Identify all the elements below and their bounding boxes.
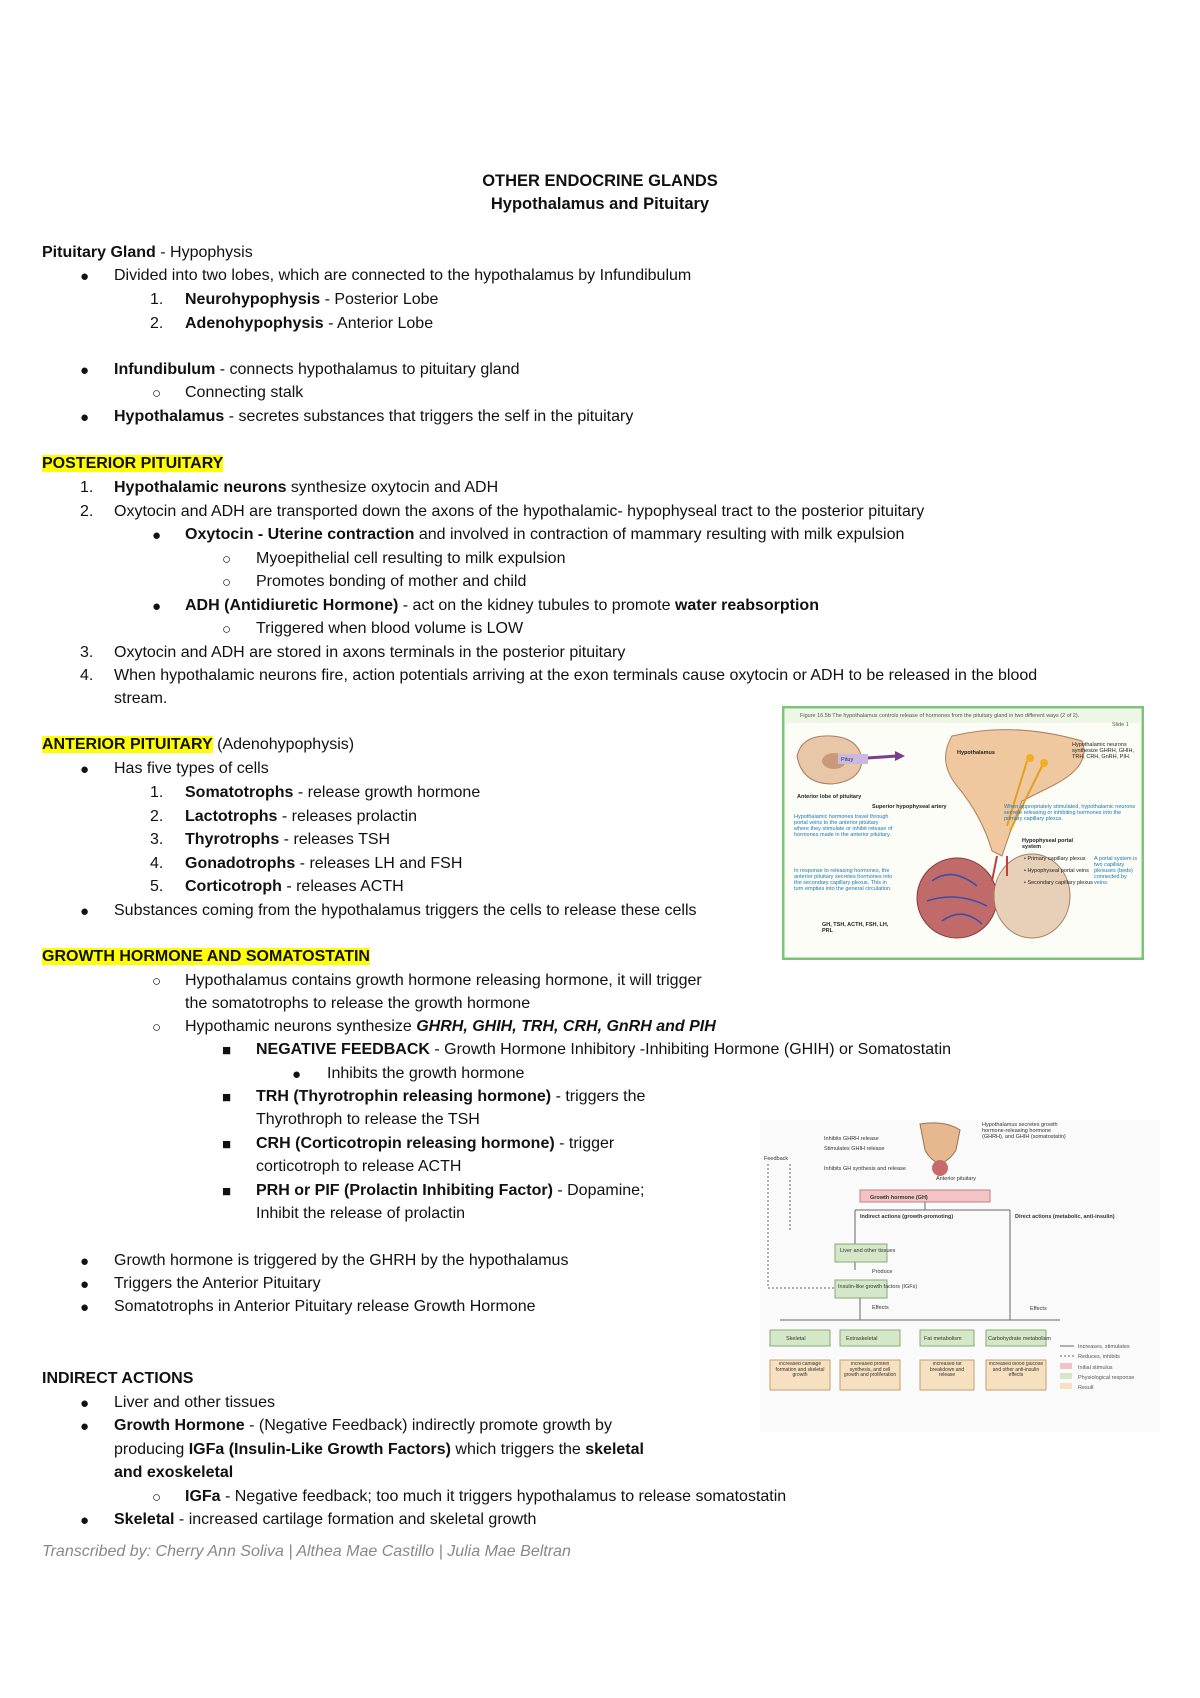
figure2-inhibits-ghrh: Inhibits GHRH release [824, 1136, 879, 1142]
figure2-result-2: Increased protein synthesis, and cell growth and proliferation [843, 1362, 897, 1378]
bullet-icon: ● [80, 409, 90, 426]
posterior-item-2: Oxytocin and ADH are transported down the axons of the hypothalamic- hypophyseal tract to the posterior pituitary [114, 503, 925, 520]
anterior-bullet-1: Has five types of cells [114, 760, 269, 777]
bullet-icon: ● [80, 761, 90, 778]
list-number: 4. [150, 855, 164, 872]
indirect-bullet-3: Skeletal - increased cartilage formation and skeletal growth [114, 1511, 537, 1528]
figure2-legend-4: Physiological response [1078, 1375, 1135, 1381]
figure1-artery-label: Superior hypophyseal artery [872, 804, 947, 810]
figure2-effects: Effects [872, 1305, 889, 1311]
adh-sub-1: Triggered when blood volume is LOW [256, 620, 524, 637]
figure2-anterior: Anterior pituitary [936, 1176, 977, 1182]
growth-bullet-2: Triggers the Anterior Pituitary [114, 1275, 321, 1292]
crh-item: CRH (Corticotropin releasing hormone) - trigger [256, 1135, 615, 1152]
figure1-anterior-lobe-label: Anterior lobe of pituitary [797, 794, 862, 800]
anterior-heading: ANTERIOR PITUITARY (Adenohypophysis) [42, 736, 355, 753]
indirect-heading: INDIRECT ACTIONS [42, 1370, 194, 1387]
figure2-result-4: Increased blood glucose and other anti-insulin effects [988, 1362, 1044, 1378]
indirect-bullet-1: Liver and other tissues [114, 1394, 275, 1411]
list-number: 2. [80, 503, 94, 520]
bullet-icon: ● [80, 1276, 90, 1293]
indirect-bullet-2-line3: and exoskeletal [114, 1464, 234, 1481]
figure2-skeletal: Skeletal [786, 1336, 806, 1342]
growth-sub-1: Hypothalamus contains growth hormone releasing hormone, it will trigger [185, 972, 702, 989]
posterior-item-4-cont: stream. [114, 690, 168, 707]
list-number: 5. [150, 878, 164, 895]
figure2-stimulates-ghih: Stimulates GHIH release [824, 1146, 885, 1152]
posterior-item-4: When hypothalamic neurons fire, action potentials arriving at the exon terminals cause oxytocin or ADH to be released in the blood [114, 667, 1038, 684]
posterior-item-1: Hypothalamic neurons synthesize oxytocin and ADH [114, 479, 499, 496]
crh-item-cont: corticotroph to release ACTH [256, 1158, 462, 1175]
pituitary-heading: Pituitary Gland - Hypophysis [42, 244, 253, 261]
portal-system-figure [782, 706, 1144, 960]
bullet-icon: ● [80, 1299, 90, 1316]
trh-item: TRH (Thyrotrophin releasing hormone) - triggers the [256, 1088, 646, 1105]
bullet-icon: ● [152, 598, 162, 615]
indirect-bullet-2-line2: producing IGFa (Insulin-Like Growth Factors) which triggers the skeletal [114, 1441, 644, 1458]
figure1-portal-note: A portal system is two capillary plexuses (beds) connected by veins. [1094, 856, 1138, 886]
cell-type-2: Lactotrophs - releases prolactin [185, 808, 418, 825]
bullet-icon: ● [80, 268, 90, 285]
hollow-bullet-icon: ○ [222, 621, 232, 638]
bullet-icon: ● [80, 1418, 90, 1435]
bullet-icon: ● [292, 1066, 302, 1083]
cell-type-4: Gonadotrophs - releases LH and FSH [185, 855, 463, 872]
figure2-carb: Carbohydrate metabolism [988, 1336, 1051, 1342]
figure2-feedback: Feedback [764, 1156, 789, 1162]
svg-text:Pituy: Pituy [841, 757, 854, 763]
figure2-legend-3: Initial stimulus [1078, 1365, 1113, 1371]
document-subtitle: Hypothalamus and Pituitary [490, 195, 710, 213]
bullet-icon: ● [80, 903, 90, 920]
prh-item-cont: Inhibit the release of prolactin [256, 1205, 466, 1222]
posterior-item-3: Oxytocin and ADH are stored in axons terminals in the posterior pituitary [114, 644, 626, 661]
figure1-hypothalamus-label: Hypothalamus [957, 750, 995, 756]
anterior-bullet-2: Substances coming from the hypothalamus triggers the cells to release these cells [114, 902, 697, 919]
pituitary-item-1: Neurohypophysis - Posterior Lobe [185, 291, 439, 308]
figure2-legend-5: Result [1078, 1385, 1094, 1391]
square-bullet-icon: ■ [222, 1183, 232, 1200]
square-bullet-icon: ■ [222, 1042, 232, 1059]
figure2-result-3: Increased fat breakdown and release [929, 1362, 965, 1378]
hollow-bullet-icon: ○ [222, 574, 232, 591]
list-number: 3. [150, 831, 164, 848]
figure2-igf: Insulin-like growth factors (IGFs) [838, 1284, 918, 1290]
cell-type-5: Corticotroph - releases ACTH [185, 878, 404, 895]
figure2-produce: Produce [872, 1269, 893, 1275]
figure2-indirect: Indirect actions (growth-promoting) [860, 1214, 954, 1220]
figure2-gh: Growth hormone (GH) [870, 1195, 928, 1201]
figure1-portal-label: Hypophyseal portal system [1022, 838, 1074, 850]
figure1-slide: Slide 1 [1112, 722, 1129, 728]
hollow-bullet-icon: ○ [222, 551, 232, 568]
figure1-secondary-label: • Secondary capillary plexus [1024, 880, 1093, 886]
list-number: 1. [150, 291, 164, 308]
figure1-step3: In response to releasing hormones, the anterior pituitary secretes hormones into the secondary capillary plexus. This in turn empties into the general circulation. [794, 868, 893, 892]
figure2-legend-1: Increases, stimulates [1078, 1344, 1130, 1350]
growth-hormone-flowchart [760, 1120, 1160, 1432]
oxytocin-sub-1: Myoepithelial cell resulting to milk expulsion [256, 550, 566, 567]
oxytocin-sub-2: Promotes bonding of mother and child [256, 573, 527, 590]
figure2-effects-direct: Effects [1030, 1306, 1047, 1312]
figure2-hyp-note: Hypothalamus secretes growth hormone-releasing hormone (GHRH), and GHIH (somatostatin) [982, 1122, 1066, 1140]
figure2-legend-2: Reduces, inhibits [1078, 1354, 1120, 1360]
figure1-primary-label: • Primary capillary plexus [1024, 856, 1086, 862]
list-number: 3. [80, 644, 94, 661]
figure2-result-1: Increased cartilage formation and skeletal growth [775, 1362, 825, 1378]
posterior-heading: POSTERIOR PITUITARY [42, 455, 224, 472]
cell-type-1: Somatotrophs - release growth hormone [185, 784, 481, 801]
list-number: 2. [150, 808, 164, 825]
bullet-icon: ● [80, 1395, 90, 1412]
trh-item-cont: Thyrothroph to release the TSH [256, 1111, 480, 1128]
hollow-bullet-icon: ○ [152, 973, 162, 990]
hollow-bullet-icon: ○ [152, 385, 162, 402]
indirect-bullet-2: Growth Hormone - (Negative Feedback) indirectly promote growth by [114, 1417, 612, 1434]
oxytocin-bullet: Oxytocin - Uterine contraction and involved in contraction of mammary resulting with milk expulsion [185, 526, 905, 543]
square-bullet-icon: ■ [222, 1136, 232, 1153]
list-number: 4. [80, 667, 94, 684]
growth-bullet-3: Somatotrophs in Anterior Pituitary release Growth Hormone [114, 1298, 536, 1315]
list-number: 2. [150, 315, 164, 332]
igfa-sub: IGFa - Negative feedback; too much it triggers hypothalamus to release somatostatin [185, 1488, 787, 1505]
figure2-fat: Fat metabolism [924, 1336, 962, 1342]
adh-bullet: ADH (Antidiuretic Hormone) - act on the kidney tubules to promote water reabsorption [185, 597, 819, 614]
square-bullet-icon: ■ [222, 1089, 232, 1106]
negative-feedback: NEGATIVE FEEDBACK - Growth Hormone Inhibitory -Inhibiting Hormone (GHIH) or Somatostatin [256, 1041, 952, 1058]
growth-sub-2: Hypothamic neurons synthesize GHRH, GHIH, TRH, CRH, GnRH and PIH [185, 1018, 716, 1035]
pituitary-item-2: Adenohypophysis - Anterior Lobe [185, 315, 434, 332]
figure1-step2: Hypothalamic hormones travel through portal veins to the anterior pituitary where they stimulate or inhibit release of hormones made in the anterior pituitary. [794, 814, 893, 838]
figure2-inhibits-gh: Inhibits GH synthesis and release [824, 1166, 906, 1172]
figure1-hormones-label: GH, TSH, ACTH, FSH, LH, PRL [822, 922, 889, 934]
bullet-icon: ● [80, 1253, 90, 1270]
document-title: OTHER ENDOCRINE GLANDS [482, 172, 718, 190]
figure1-step1: When appropriately stimulated, hypothalamic neurons secrete releasing or inhibiting hormones into the primary capillary plexus. [1004, 804, 1136, 822]
pituitary-bullet-3: Hypothalamus - secretes substances that triggers the self in the pituitary [114, 408, 634, 425]
figure2-direct: Direct actions (metabolic, anti-insulin) [1015, 1214, 1115, 1220]
growth-sub-1-cont: the somatotrophs to release the growth hormone [185, 995, 531, 1012]
figure1-neurons-label: Hypothalamic neurons synthesize GHRH, GHIH, TRH, CRH, GnRH, PIH. [1072, 742, 1135, 760]
negative-feedback-sub: Inhibits the growth hormone [327, 1065, 525, 1082]
bullet-icon: ● [80, 362, 90, 379]
bullet-icon: ● [80, 1512, 90, 1529]
figure2-extraskeletal: Extraskeletal [846, 1336, 878, 1342]
prh-item: PRH or PIF (Prolactin Inhibiting Factor) - Dopamine; [256, 1182, 645, 1199]
figure1-portal-veins-label: • Hypophyseal portal veins [1024, 868, 1089, 874]
figure2-liver: Liver and other tissues [840, 1248, 896, 1254]
hollow-bullet-icon: ○ [152, 1019, 162, 1036]
transcriber-credit: Transcribed by: Cherry Ann Soliva | Althea Mae Castillo | Julia Mae Beltran [42, 1543, 571, 1560]
growth-bullet-1: Growth hormone is triggered by the GHRH by the hypothalamus [114, 1252, 569, 1269]
list-number: 1. [80, 479, 94, 496]
list-number: 1. [150, 784, 164, 801]
figure1-caption: Figure 16.5b The hypothalamus controls release of hormones from the pituitary gland in two different ways (2 of 2). [800, 713, 1080, 719]
bullet-icon: ● [152, 527, 162, 544]
growth-heading: GROWTH HORMONE AND SOMATOSTATIN [42, 948, 370, 965]
pituitary-bullet-2: Infundibulum - connects hypothalamus to pituitary gland [114, 361, 520, 378]
pituitary-sub-bullet: Connecting stalk [185, 384, 304, 401]
hollow-bullet-icon: ○ [152, 1489, 162, 1506]
cell-type-3: Thyrotrophs - releases TSH [185, 831, 391, 848]
pituitary-bullet-1: Divided into two lobes, which are connected to the hypothalamus by Infundibulum [114, 267, 692, 284]
